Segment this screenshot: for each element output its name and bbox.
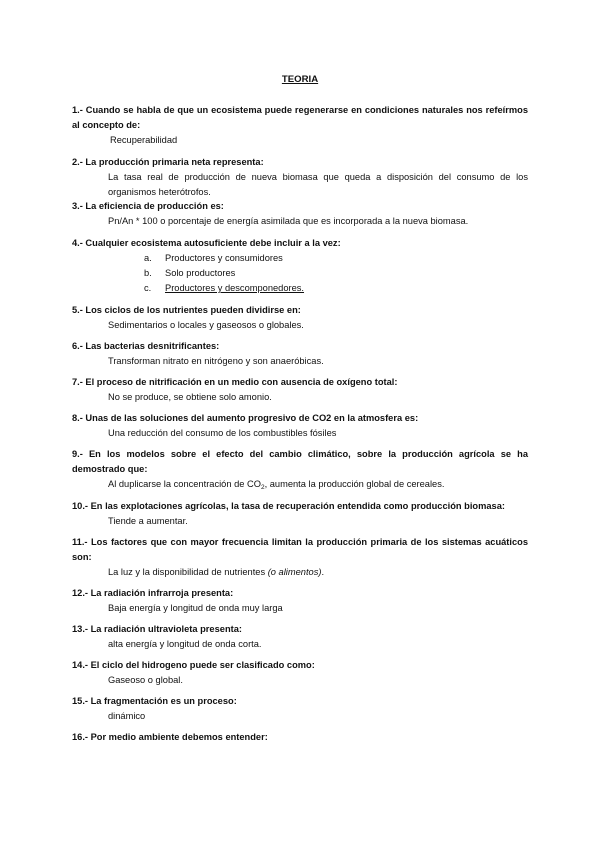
answer-2: La tasa real de producción de nueva biomasa que queda a disposición del consumo de los organismos heterótrofos. [108, 172, 528, 197]
question-15: 15.- La fragmentación es un proceso: [72, 696, 237, 706]
question-1: 1.- Cuando se habla de que un ecosistema puede regenerarse en condiciones naturales nos refeírmos al concepto de: [72, 105, 528, 130]
question-10: 10.- En las explotaciones agrícolas, la tasa de recuperación entendida como producción biomasa: [72, 501, 505, 511]
answer-9-subscript: 2 [260, 484, 265, 491]
question-11: 11.- Los factores que con mayor frecuencia limitan la producción primaria de los sistemas acuáticos son: [72, 537, 528, 562]
question-3: 3.- La eficiencia de producción es: [72, 201, 224, 211]
answer-12: Baja energía y longitud de onda muy larga [108, 603, 283, 613]
answer-11-italic: (o alimentos) [267, 567, 322, 577]
answer-6: Transforman nitrato en nitrógeno y son anaeróbicas. [108, 356, 324, 366]
answer-5: Sedimentarios o locales y gaseosos o globales. [108, 320, 304, 330]
question-14: 14.- El ciclo del hidrogeno puede ser clasificado como: [72, 660, 315, 670]
answer-7: No se produce, se obtiene solo amonio. [108, 392, 272, 402]
question-13: 13.- La radiación ultravioleta presenta: [72, 624, 242, 634]
answer-13: alta energía y longitud de onda corta. [108, 639, 262, 649]
answer-11 [108, 565, 324, 580]
option-text-correct: Productores y descomponedores. [165, 283, 305, 293]
option-c [144, 281, 304, 296]
option-letter: a. [144, 253, 152, 263]
option-text: Productores y consumidores [165, 253, 283, 263]
question-7: 7.- El proceso de nitrificación en un medio con ausencia de oxígeno total: [72, 377, 398, 387]
option-text: Solo productores [165, 268, 236, 278]
question-6: 6.- Las bacterias desnitrificantes: [72, 341, 220, 351]
answer-9-text: Al duplicarse la concentración de CO [108, 479, 261, 489]
answer-15: dinámico [108, 711, 146, 721]
option-b [144, 266, 235, 281]
question-2: 2.- La producción primaria neta representa: [72, 157, 264, 167]
question-12: 12.- La radiación infrarroja presenta: [72, 588, 234, 598]
answer-8: Una reducción del consumo de los combustibles fósiles [108, 428, 337, 438]
question-16: 16.- Por medio ambiente debemos entender: [72, 732, 268, 742]
option-letter: c. [144, 283, 152, 293]
answer-11-text-end: . [321, 567, 325, 577]
answer-9-text-end: , aumenta la producción global de cereales. [264, 479, 445, 489]
question-4: 4.- Cualquier ecosistema autosuficiente debe incluir a la vez: [72, 238, 341, 248]
option-a [144, 251, 283, 266]
answer-9 [108, 477, 444, 492]
answer-11-text: La luz y la disponibilidad de nutrientes [108, 567, 268, 577]
page-title: TEORIA [281, 74, 319, 85]
question-5: 5.- Los ciclos de los nutrientes pueden dividirse en: [72, 305, 301, 315]
answer-14: Gaseoso o global. [108, 675, 183, 685]
question-8: 8.- Unas de las soluciones del aumento progresivo de CO2 en la atmosfera es: [72, 413, 419, 423]
answer-1: Recuperabilidad [110, 135, 178, 145]
answer-3: Pn/An * 100 o porcentaje de energía asimilada que es incorporada a la nueva biomasa. [108, 216, 469, 226]
question-9: 9.- En los modelos sobre el efecto del cambio climático, sobre la producción agrícola se ha demostrado que: [72, 449, 528, 474]
option-letter: b. [144, 268, 152, 278]
answer-10: Tiende a aumentar. [108, 516, 188, 526]
